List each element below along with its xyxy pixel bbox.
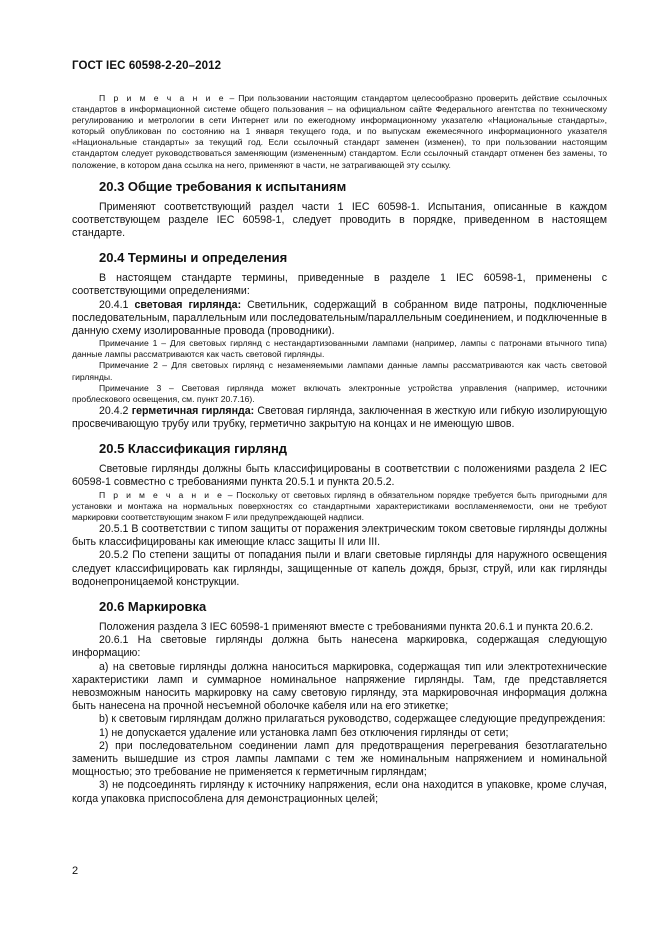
note-label: П р и м е ч а н и е [99, 93, 226, 103]
paragraph: В настоящем стандарте термины, приведенные в разделе 1 IEC 60598-1, применены с соответствующими определениями: [72, 272, 607, 298]
paragraph: Применяют соответствующий раздел части 1 IEC 60598-1. Испытания, описанные в каждом соответствующем разделе IEC 60598-1, следует проводить в порядке, приведенном в настоящем стандарте. [72, 200, 607, 240]
note-3: Примечание 3 – Световая гирлянда может включать электронные устройства управления (например, источники проблескового освещения, см. пункт 20.7.16). [72, 382, 607, 404]
paragraph: Световые гирлянды должны быть классифицированы в соответствии с положениями раздела 2 IEC 60598-1 совместно с требованиями пункта 20.5.1 и пункта 20.5.2. [72, 463, 607, 489]
definition-term: световая гирлянда: [134, 298, 242, 311]
section-heading-20-3: 20.3 Общие требования к испытаниям [99, 178, 347, 194]
section-heading-20-4: 20.4 Термины и определения [99, 250, 288, 266]
list-item-1: 1) не допускается удаление или установка ламп без отключения гирлянды от сети; [99, 726, 509, 739]
intro-note [72, 93, 607, 171]
note-text: – При пользовании настоящим стандартом целесообразно проверить действие ссылочных стандартов в информационной системе общего пользования – на официальном сайте Федерального агентства по техническому регулированию и метрологии в сети Интернет или по ежегодному информационному указателю «Национальные стандарты», который опубликован по состоянию на 1 января текущего года, и по выпускам ежемесячного информационного указателя «Национальные стандарты» за текущий год. Если ссылочный стандарт заменен (изменен), то при пользовании настоящим стандартом следует руководствоваться заменяющим (измененным) стандартом. Если ссылочный стандарт отменен без замены, то положение, в котором дана ссылка на него, применяют в части, не затрагивающей эту ссылку. [72, 93, 607, 170]
definition-number: 20.4.1 [99, 298, 135, 311]
list-item-3: 3) не подсоединять гирлянду к источнику напряжения, если она находится в упаковке, кроме случая, когда упаковка приспособлена для демонстрационных целей; [72, 779, 607, 805]
list-item-2: 2) при последовательном соединении ламп для предотвращения перегревания безотлагательно заменить вышедшие из строя лампы лампами с тем же номинальным напряжением и номинальной мощностью; это требование не применяется к герметичным гирляндам; [72, 739, 607, 779]
definition-text: Световая гирлянда, заключенная в жесткую или гибкую изолирующую просвечивающую трубу или трубку, герметично закрытую на концах и не имеющую швов. [72, 404, 608, 431]
note-1: Примечание 1 – Для световых гирлянд с нестандартизованными лампами (например, лампы с патронами втычного типа) данные лампы рассматриваются как часть световой гирлянды. [72, 338, 607, 360]
note-2: Примечание 2 – Для световых гирлянд с незаменяемыми лампами данные лампы рассматриваются как часть световой гирлянды. [72, 360, 607, 382]
section-heading-20-6: 20.6 Маркировка [99, 598, 207, 614]
list-item-b: b) к световым гирляндам должно прилагаться руководство, содержащее следующие предупреждения: [99, 713, 606, 726]
document-body [72, 93, 607, 806]
definition-20-4-1 [72, 299, 607, 339]
definition-term: герметичная гирлянда: [131, 404, 255, 417]
paragraph: 20.5.1 В соответствии с типом защиты от поражения электрическим током световые гирлянды должны быть классифицированы как имеющие класс защиты II или III. [72, 522, 607, 549]
paragraph: Положения раздела 3 IEC 60598-1 применяют вместе с требованиями пункта 20.6.1 и пункта 20.6.2. [99, 620, 594, 633]
note-label: П р и м е ч а н и е [99, 489, 225, 500]
definition-20-4-2 [72, 405, 607, 431]
document-header: ГОСТ IEC 60598-2-20–2012 [72, 60, 222, 72]
paragraph: 20.5.2 По степени защиты от попадания пыли и влаги световые гирлянды для наружного освещения следует классифицировать как гирлянды, защищенные от капель дождя, брызг, струй, или как гирлянды водонепроницаемой конструкции. [72, 549, 607, 588]
definition-number: 20.4.2 [99, 404, 132, 417]
definition-text: Светильник, содержащий в собранном виде патроны, подключенные последовательным, параллельным или последовательным/параллельным соединением, и подключенные в данную схему изолированные провода (проводники). [72, 298, 608, 338]
note [72, 490, 607, 523]
list-item-a: а) на световые гирлянды должна наноситься маркировка, содержащая тип или электротехнические характеристики ламп и суммарное номинальное напряжение гирлянды. Там, где представляется невозможным наносить маркировку на саму световую гирлянду, эта маркировочная информация должна быть нанесена на прочной несъемной оболочке кабеля или на его этикетке; [72, 660, 607, 713]
section-heading-20-5: 20.5 Классификация гирлянд [99, 441, 288, 457]
paragraph: 20.6.1 На световые гирлянды должна быть нанесена маркировка, содержащая следующую информацию: [72, 634, 607, 660]
page-number: 2 [72, 865, 79, 877]
note-text: – Поскольку от световых гирлянд в обязательном порядке требуется быть пригодными для установки и монтажа на нормальных поверхностях со стандартными характеристиками воспламеняемости, они не требуют маркировки соответствующим знаком F или предупреждающей надписи. [72, 489, 607, 522]
